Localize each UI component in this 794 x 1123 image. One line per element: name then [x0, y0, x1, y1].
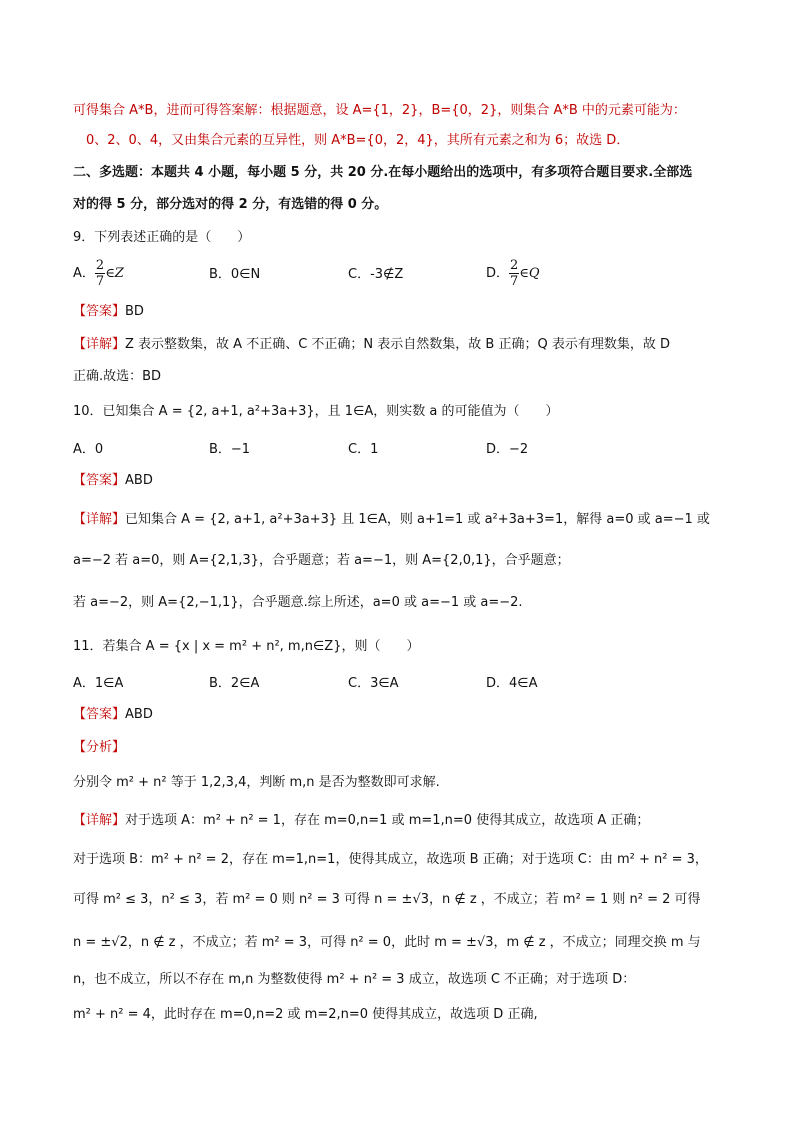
q9-detail-text-1: Z 表示整数集，故 A 不正确、C 不正确；N 表示自然数集，故 B 正确；Q 表示有理数集，故 D	[125, 337, 670, 352]
q10-detail-tag: 【详解】	[73, 512, 126, 527]
q10-detail-line-1	[73, 510, 710, 530]
q9-option-c: C．-3∉Z	[348, 267, 404, 282]
q10-answer	[73, 471, 153, 491]
q10-option-b: B．−1	[209, 442, 251, 457]
q9-option-a-label: A．	[73, 266, 95, 281]
q11-option-b: B．2∈A	[209, 676, 260, 691]
q11-answer-value: ABD	[125, 707, 153, 722]
q10-detail-text-1: 已知集合 A = {2, a+1, a²+3a+3} 且 1∈A，则 a+1=1 或 a²+3a+3=1，解得 a=0 或 a=−1 或	[125, 512, 710, 527]
q11-detail-text-1: 对于选项 A：m² + n² = 1，存在 m=0,n=1 或 m=1,n=0 使得其成立，故选项 A 正确；	[125, 813, 650, 828]
q11-option-c: C．3∈A	[348, 676, 399, 691]
q10-detail-line-2: a=−2 若 a=0，则 A={2,1,3}，合乎题意；若 a=−1，则 A={2,0,1}，合乎题意；	[73, 553, 570, 568]
q9-option-a	[73, 258, 124, 289]
q9-option-a-numerator: 2	[95, 258, 105, 273]
q10-stem: 10．已知集合 A = {2, a+1, a²+3a+3}，且 1∈A，则实数 a 的可能值为（ ）	[73, 404, 559, 419]
q9-option-b: B．0∈N	[209, 267, 261, 282]
section-header-line-2: 对的得 5 分，部分选对的得 2 分，有选错的得 0 分。	[73, 197, 388, 212]
q9-answer-value: BD	[125, 304, 144, 319]
q9-detail-tag: 【详解】	[73, 337, 126, 352]
q9-option-d-label: D．	[486, 266, 510, 281]
section-header-line-1: 二、多选题：本题共 4 小题，每小题 5 分，共 20 分.在每小题给出的选项中，有多项符合题目要求.全部选	[73, 165, 693, 180]
q10-answer-value: ABD	[125, 473, 153, 488]
q11-stem: 11．若集合 A = {x | x = m² + n², m,n∈Z}，则（ ）	[73, 639, 420, 654]
q9-answer-tag: 【答案】	[73, 304, 126, 319]
q9-option-a-fraction	[95, 258, 105, 289]
q11-detail-line-5: n，也不成立，所以不存在 m,n 为整数使得 m² + n² = 3 成立，故选项 C 不正确；对于选项 D：	[73, 972, 636, 987]
intro-line-1: 可得集合 A*B，进而可得答案解：根据题意，设 A={1，2}，B={0，2}，则集合 A*B 中的元素可能为：	[73, 103, 686, 118]
q11-answer	[73, 705, 153, 725]
q11-option-d: D．4∈A	[486, 676, 538, 691]
q10-option-d: D．−2	[486, 442, 529, 457]
q9-option-d-numerator: 2	[510, 258, 519, 273]
q9-answer	[73, 302, 144, 322]
q11-analysis-tag	[73, 738, 125, 758]
q10-option-c: C．1	[348, 442, 379, 457]
q11-option-a: A．1∈A	[73, 676, 124, 691]
q9-option-d-fraction	[509, 258, 519, 289]
q11-detail-tag: 【详解】	[73, 813, 126, 828]
q9-stem: 9．下列表述正确的是（ ）	[73, 230, 251, 245]
q11-detail-line-1	[73, 811, 649, 831]
q11-detail-line-3: 可得 m² ≤ 3，n² ≤ 3，若 m² = 0 则 n² = 3 可得 n = ±√3，n ∉ z ，不成立；若 m² = 1 则 n² = 2 可得	[73, 892, 701, 907]
q9-option-d-denominator: 7	[510, 274, 519, 289]
q11-detail-line-4: n = ±√2，n ∉ z ，不成立；若 m² = 3，可得 n² = 0，此时 m = ±√3，m ∉ z ，不成立；同理交换 m 与	[73, 935, 701, 950]
q9-option-a-rest: ∈Z	[105, 266, 124, 281]
q11-answer-tag: 【答案】	[73, 707, 126, 722]
intro-line-2: 0、2、0、4，又由集合元素的互异性，则 A*B={0，2，4}，其所有元素之和为 6；故选 D．	[86, 133, 630, 148]
q10-detail-line-3: 若 a=−2，则 A={2,−1,1}，合乎题意.综上所述，a=0 或 a=−1 或 a=−2.	[73, 595, 523, 610]
q11-detail-line-2: 对于选项 B：m² + n² = 2，存在 m=1,n=1，使得其成立，故选项 B 正确；对于选项 C：由 m² + n² = 3，	[73, 852, 708, 867]
q10-option-a: A．0	[73, 442, 104, 457]
q11-analysis-label: 【分析】	[73, 740, 126, 755]
q9-option-d-rest: ∈Q	[519, 266, 540, 281]
q9-detail-line-1	[73, 335, 670, 355]
q11-analysis-text: 分别令 m² + n² 等于 1,2,3,4，判断 m,n 是否为整数即可求解.	[73, 775, 440, 790]
q9-detail-line-2: 正确.故选：BD	[73, 369, 162, 384]
q11-detail-line-6: m² + n² = 4，此时存在 m=0,n=2 或 m=2,n=0 使得其成立，故选项 D 正确,	[73, 1007, 538, 1022]
q9-option-a-denominator: 7	[95, 274, 105, 289]
q9-option-d	[486, 258, 540, 289]
q10-answer-tag: 【答案】	[73, 473, 126, 488]
